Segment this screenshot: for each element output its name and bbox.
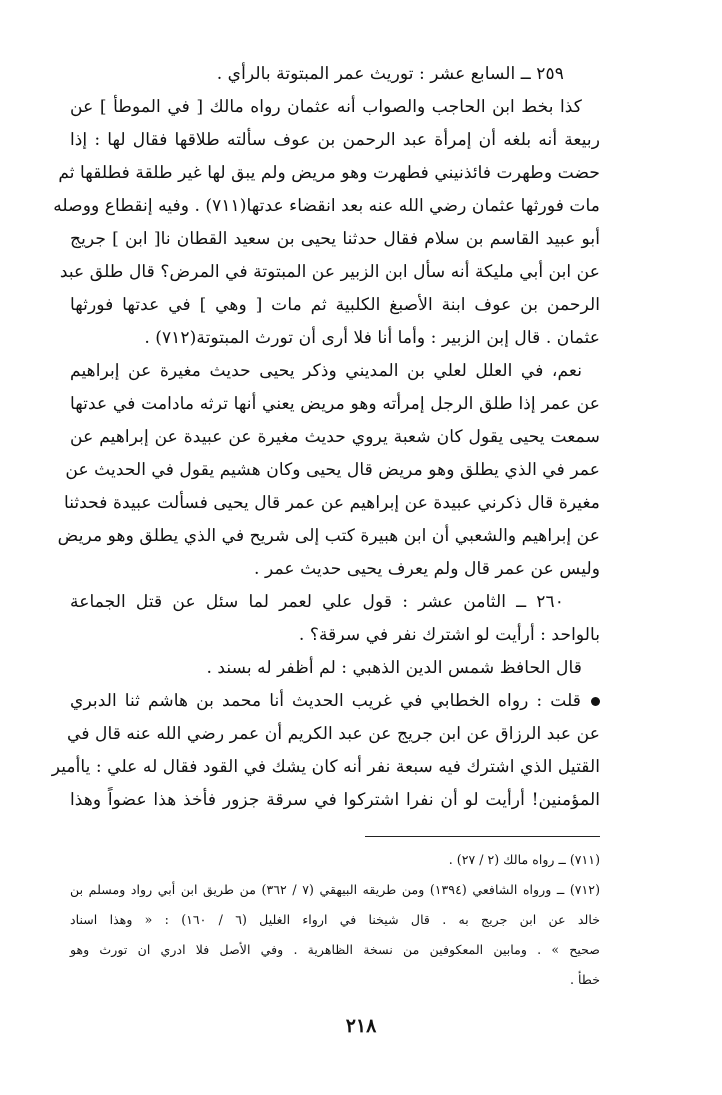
- text-line: المؤمنين! أرأيت لو أن نفرا اشتركوا في سرقة جزور فأخذ هذا عضواً وهذا: [70, 790, 600, 810]
- text-line: قلت : رواه الخطابي في غريب الحديث أنا محمد بن هاشم ثنا الدبري: [70, 691, 581, 711]
- text-line: ربيعة أنه بلغه أن إمرأة عبد الرحمن بن عوف سألته طلاقها فقال لها : إذا: [70, 130, 600, 150]
- text-line: بالواحد : أرأيت لو اشترك نفر في سرقة؟ .: [298, 625, 600, 645]
- text-line: قال الحافظ شمس الدين الذهبي : لم أظفر له بسند .: [206, 658, 582, 678]
- text-line: أبو عبيد القاسم بن سلام فقال حدثنا يحيى بن سعيد القطان نا[ ابن ] جريج: [70, 229, 600, 249]
- main-text: [51, 58, 600, 817]
- text-line: عثمان . قال إبن الزبير : وأما أنا فلا أرى أن تورث المبتوتة(٧١٢) .: [144, 328, 600, 348]
- footnotes: [70, 845, 600, 995]
- text-line: الرحمن بن عوف ابنة الأصبغ الكلبية ثم مات [ وهي ] في عدتها فورثها: [70, 295, 600, 315]
- page-number: ٢١٨: [345, 1015, 377, 1037]
- text-line: نعم، في العلل لعلي بن المديني وذكر يحيى حديث مغيرة عن إبراهيم: [70, 361, 582, 381]
- bullet-paragraph-start: [70, 685, 600, 718]
- text-line: عن عمر إذا طلق الرجل إمرأته وهو مريض يعني أنها ترثه مادامت في عدتها: [70, 394, 600, 414]
- footnote-line: (٧١١) ــ رواه مالك (٢ / ٢٧) .: [448, 852, 600, 867]
- text-line: عن إبراهيم والشعبي أن ابن هبيرة كتب إلى شريح في الذي يطلق وهو مريض: [57, 526, 600, 546]
- text-line: عمر في الذي يطلق وهو مريض قال يحيى وكان هشيم يقول في الحديث عن: [65, 460, 600, 480]
- footnote-line: خطأ .: [570, 972, 600, 987]
- text-line: كذا بخط ابن الحاجب والصواب أنه عثمان رواه مالك [ في الموطأ ] عن: [70, 97, 582, 117]
- text-line: القتيل الذي اشترك فيه سبعة نفر أنه كان يشك في القود فقال له علي : ياأمير: [51, 757, 600, 777]
- text-line: عن ابن أبي مليكة أنه سأل ابن الزبير عن المبتوتة في المرض؟ قال طلق عبد: [59, 262, 600, 282]
- text-line: وليس عن عمر قال ولم يعرف يحيى حديث عمر .: [254, 559, 600, 579]
- text-line: مات فورثها عثمان رضي الله عنه بعد انقضاء عدتها(٧١١) . وفيه إنقطاع ووصله: [53, 196, 600, 216]
- footnote-line: صحيح » . ومابين المعكوفين من نسخة الظاهرية . وفي الأصل فلا ادري ان تورث وهو: [70, 942, 600, 957]
- footnote-divider: [365, 836, 600, 837]
- footnote-line: (٧١٢) ــ ورواه الشافعي (١٣٩٤) ومن طريقه البيهقي (٧ / ٣٦٢) من طريق ابن أبي رواد ومسلم بن: [70, 882, 600, 897]
- footnote-line: خالد عن ابن جريج به . قال شيخنا في ارواء الغليل (٦ / ١٦٠) : « وهذا اسناد: [70, 912, 601, 927]
- text-line: حضت وطهرت فائذنيني فطهرت وهو مريض ولم يبق لها غير طلقة فطلقها ثم: [58, 163, 600, 183]
- bullet-icon: [591, 697, 600, 706]
- section-heading-259: ٢٥٩ ــ السابع عشر : توريث عمر المبتوتة بالرأي .: [216, 64, 564, 84]
- text-line: سمعت يحيى يقول كان شعبة يروي حديث مغيرة عن عبيدة عن إبراهيم عن: [70, 427, 600, 447]
- section-heading-260: ٢٦٠ ــ الثامن عشر : قول علي لعمر لما سئل عن قتل الجماعة: [70, 592, 564, 612]
- text-line: عن عبد الرزاق عن ابن جريج عن عبد الكريم أن عمر رضي الله عنه قال في: [67, 724, 600, 744]
- text-line: مغيرة قال ذكرني عبيدة عن إبراهيم عن عمر قال يحيى فسألت عبيدة فحدثنا: [63, 493, 600, 513]
